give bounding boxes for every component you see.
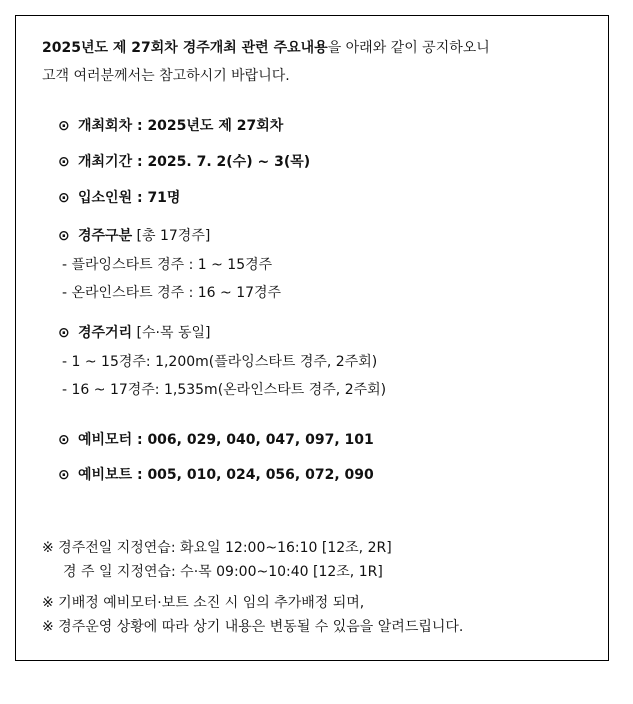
section-race-type xyxy=(58,226,210,246)
intro-highlight: 2025년도 제 27회차 경주개최 관련 주요내용 xyxy=(42,40,328,56)
race-type-item: - 온라인스타트 경주 : 16 ~ 17경주 xyxy=(62,285,282,301)
bullet-icon: ⊙ xyxy=(58,432,70,448)
section-entrants xyxy=(58,188,180,208)
spare-motor-text: 예비모터 : 006, 029, 040, 047, 097, 101 xyxy=(78,432,374,448)
allocation-note: ※ 기배정 예비모터·보트 소진 시 임의 추가배정 되며, xyxy=(42,595,365,611)
bullet-icon: ⊙ xyxy=(58,228,70,244)
bullet-icon: ⊙ xyxy=(58,325,70,341)
practice-note-2: 경 주 일 지정연습: 수·목 09:00~10:40 [12조, 1R] xyxy=(63,564,383,580)
section-race-distance xyxy=(58,323,210,343)
race-distance-title: 경주거리 xyxy=(78,325,133,341)
intro-line-2: 고객 여러분께서는 참고하시기 바랍니다. xyxy=(42,68,290,84)
section-round xyxy=(58,116,283,136)
bullet-icon: ⊙ xyxy=(58,118,70,134)
section-spare-motor xyxy=(58,430,374,450)
race-type-title: 경주구분 xyxy=(78,228,133,244)
bullet-icon: ⊙ xyxy=(58,190,70,206)
section-spare-boat xyxy=(58,465,374,485)
intro-line-1-rest: 을 아래와 같이 공지하오니 xyxy=(327,40,490,56)
section-period xyxy=(58,152,310,172)
race-distance-item: - 16 ~ 17경주: 1,535m(온라인스타트 경주, 2주회) xyxy=(62,382,387,398)
change-note: ※ 경주운영 상황에 따라 상기 내용은 변동될 수 있음을 알려드립니다. xyxy=(42,619,464,635)
entrants-text: 입소인원 : 71명 xyxy=(78,190,181,206)
round-text: 개최회차 : 2025년도 제 27회차 xyxy=(78,118,284,134)
race-type-item: - 플라잉스타트 경주 : 1 ~ 15경주 xyxy=(62,257,273,273)
race-distance-note: [수·목 동일] xyxy=(132,325,211,341)
bullet-icon: ⊙ xyxy=(58,154,70,170)
practice-note-1: ※ 경주전일 지정연습: 화요일 12:00~16:10 [12조, 2R] xyxy=(42,540,392,556)
spare-boat-text: 예비보트 : 005, 010, 024, 056, 072, 090 xyxy=(78,467,374,483)
intro-line-1 xyxy=(42,38,490,58)
bullet-icon: ⊙ xyxy=(58,467,70,483)
race-distance-item: - 1 ~ 15경주: 1,200m(플라잉스타트 경주, 2주회) xyxy=(62,354,378,370)
period-text: 개최기간 : 2025. 7. 2(수) ~ 3(목) xyxy=(78,154,311,170)
race-type-note: [총 17경주] xyxy=(132,228,211,244)
